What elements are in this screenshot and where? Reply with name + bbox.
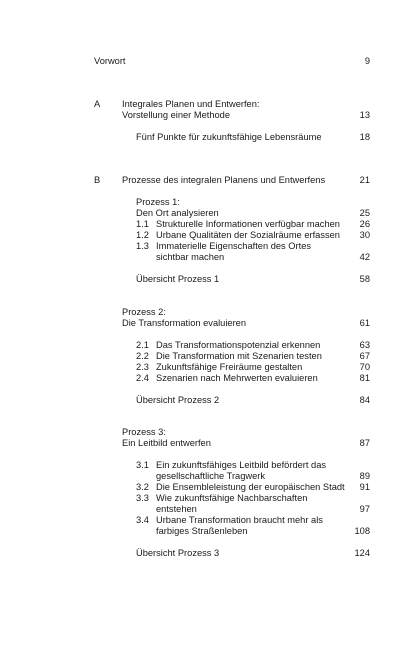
toc-item-page: 42	[359, 252, 370, 262]
toc-item-page: 81	[359, 373, 370, 383]
toc-process1-label: Prozess 1:	[136, 197, 180, 207]
toc-process3-page: 87	[359, 438, 370, 448]
toc-item-num: 2.2	[136, 351, 149, 361]
toc-item-page: 26	[359, 219, 370, 229]
toc-item-title-line2[interactable]: entstehen	[156, 504, 197, 514]
toc-process1-title[interactable]: Den Ort analysieren	[136, 208, 219, 218]
toc-item-num: 3.3	[136, 493, 149, 503]
toc-item-page: 70	[359, 362, 370, 372]
toc-item-title[interactable]: Die Ensembleleistung der europäischen Stadt	[156, 482, 345, 492]
toc-process1-overview-page: 58	[359, 274, 370, 284]
toc-item-title-line2[interactable]: farbiges Straßenleben	[156, 526, 248, 536]
toc-item-title-line1[interactable]: Immaterielle Eigenschaften des Ortes	[156, 241, 312, 251]
toc-process2-page: 61	[359, 318, 370, 328]
toc-item-page: 63	[359, 340, 370, 350]
toc-item-num: 3.2	[136, 482, 149, 492]
toc-item-title[interactable]: Strukturelle Informationen verfügbar machen	[156, 219, 340, 229]
toc-item-title-line1[interactable]: Urbane Transformation braucht mehr als	[156, 515, 323, 525]
toc-item-num: 2.4	[136, 373, 149, 383]
toc-process2-title[interactable]: Die Transformation evaluieren	[122, 318, 247, 328]
toc-item-num: 3.1	[136, 460, 149, 470]
toc-item-num: 2.3	[136, 362, 149, 372]
toc-item-num: 1.1	[136, 219, 149, 229]
toc-item-title[interactable]: Szenarien nach Mehrwerten evaluieren	[156, 373, 318, 383]
toc-vorwort-title[interactable]: Vorwort	[94, 56, 126, 66]
toc-item-page: 91	[359, 482, 370, 492]
toc-section-b-title[interactable]: Prozesse des integralen Planens und Entwerfens	[122, 175, 326, 185]
toc-item-page: 89	[359, 471, 370, 481]
toc-section-a-sub-title[interactable]: Fünf Punkte für zukunftsfähige Lebensräume	[136, 132, 322, 142]
toc-item-page: 108	[354, 526, 370, 536]
toc-process3-label: Prozess 3:	[122, 427, 166, 437]
toc-item-num: 2.1	[136, 340, 149, 350]
toc-item-page: 30	[359, 230, 370, 240]
toc-item-num: 3.4	[136, 515, 149, 525]
toc-section-a-page: 13	[359, 110, 370, 120]
toc-item-title-line2[interactable]: gesellschaftliche Tragwerk	[156, 471, 266, 481]
toc-item-title[interactable]: Das Transformationspotenzial erkennen	[156, 340, 321, 350]
toc-section-a-letter: A	[94, 99, 101, 109]
toc-process2-overview-page: 84	[359, 395, 370, 405]
toc-section-a-sub-page: 18	[359, 132, 370, 142]
toc-item-page: 67	[359, 351, 370, 361]
toc-vorwort-page: 9	[364, 56, 370, 66]
toc-item-title-line1[interactable]: Wie zukunftsfähige Nachbarschaften	[156, 493, 308, 503]
toc-section-b-page: 21	[359, 175, 370, 185]
toc-item-title-line2[interactable]: sichtbar machen	[156, 252, 225, 262]
toc-process1-page: 25	[359, 208, 370, 218]
toc-process3-overview-page: 124	[354, 548, 370, 558]
toc-item-page: 97	[359, 504, 370, 514]
toc-item-title-line1[interactable]: Ein zukunftsfähiges Leitbild befördert das	[156, 460, 327, 470]
toc-item-title[interactable]: Zukunftsfähige Freiräume gestalten	[156, 362, 303, 372]
toc-item-num: 1.2	[136, 230, 149, 240]
toc-section-a-title-line2[interactable]: Vorstellung einer Methode	[122, 110, 231, 120]
toc-process2-overview-title[interactable]: Übersicht Prozess 2	[136, 395, 220, 405]
toc-section-a-title-line1[interactable]: Integrales Planen und Entwerfen:	[122, 99, 260, 109]
toc-process3-title[interactable]: Ein Leitbild entwerfen	[122, 438, 211, 448]
toc-process3-overview-title[interactable]: Übersicht Prozess 3	[136, 548, 220, 558]
toc-process1-overview-title[interactable]: Übersicht Prozess 1	[136, 274, 220, 284]
toc-section-b-letter: B	[94, 175, 101, 185]
toc-item-title[interactable]: Urbane Qualitäten der Sozialräume erfassen	[156, 230, 340, 240]
toc-item-title[interactable]: Die Transformation mit Szenarien testen	[156, 351, 322, 361]
toc-process2-label: Prozess 2:	[122, 307, 166, 317]
toc-item-num: 1.3	[136, 241, 149, 251]
